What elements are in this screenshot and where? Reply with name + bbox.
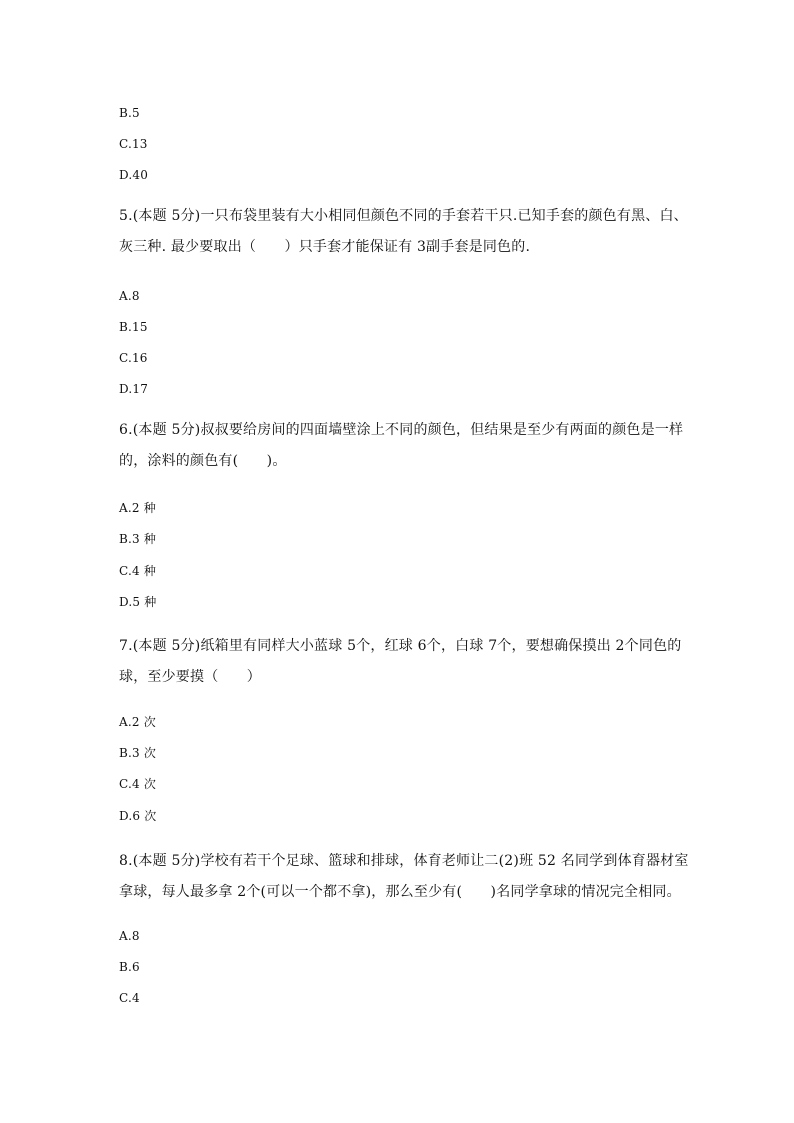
question-6-option-a: A.2 种	[119, 501, 156, 515]
question-5-option-a: A.8	[119, 289, 140, 303]
question-6-option-d: D.5 种	[119, 595, 157, 609]
question-8-option-a: A.8	[119, 929, 140, 943]
question-6-option-c: C.4 种	[119, 564, 157, 578]
question-7-line-1: 7.(本题 5分)纸箱里有同样大小蓝球 5个，红球 6个，白球 7个，要想确保摸出 2个同色的	[119, 638, 682, 654]
question-5-line-1: 5.(本题 5分)一只布袋里装有大小相同但颜色不同的手套若干只.已知手套的颜色有黑、白、	[119, 208, 688, 224]
question-6-line-2: 的，涂料的颜色有( )。	[119, 453, 287, 469]
option-b: B.5	[119, 106, 140, 120]
question-7-option-a: A.2 次	[119, 715, 156, 729]
question-7-option-d: D.6 次	[119, 809, 157, 823]
question-6	[119, 415, 684, 477]
question-7	[119, 631, 682, 693]
option-c: C.13	[119, 137, 148, 151]
question-5-option-b: B.15	[119, 320, 148, 334]
question-6-line-1: 6.(本题 5分)叔叔要给房间的四面墙壁涂上不同的颜色，但结果是至少有两面的颜色是一样	[119, 422, 684, 438]
question-7-line-2: 球，至少要摸（ ）	[119, 669, 261, 685]
question-6-option-b: B.3 种	[119, 532, 157, 546]
question-5	[119, 201, 688, 263]
question-7-option-c: C.4 次	[119, 777, 157, 791]
question-5-option-d: D.17	[119, 382, 149, 396]
option-d: D.40	[119, 168, 149, 182]
question-8-option-b: B.6	[119, 960, 140, 974]
question-8-option-c: C.4	[119, 991, 140, 1005]
question-5-line-2: 灰三种. 最少要取出（ ）只手套才能保证有 3副手套是同色的.	[119, 239, 531, 255]
question-5-option-c: C.16	[119, 351, 148, 365]
question-8-line-1: 8.(本题 5分)学校有若干个足球、篮球和排球，体育老师让二(2)班 52 名同学到体育器材室	[119, 853, 689, 869]
question-8	[119, 846, 689, 908]
question-7-option-b: B.3 次	[119, 746, 157, 760]
question-8-line-2: 拿球，每人最多拿 2个(可以一个都不拿)，那么至少有( )名同学拿球的情况完全相同。	[119, 884, 681, 900]
